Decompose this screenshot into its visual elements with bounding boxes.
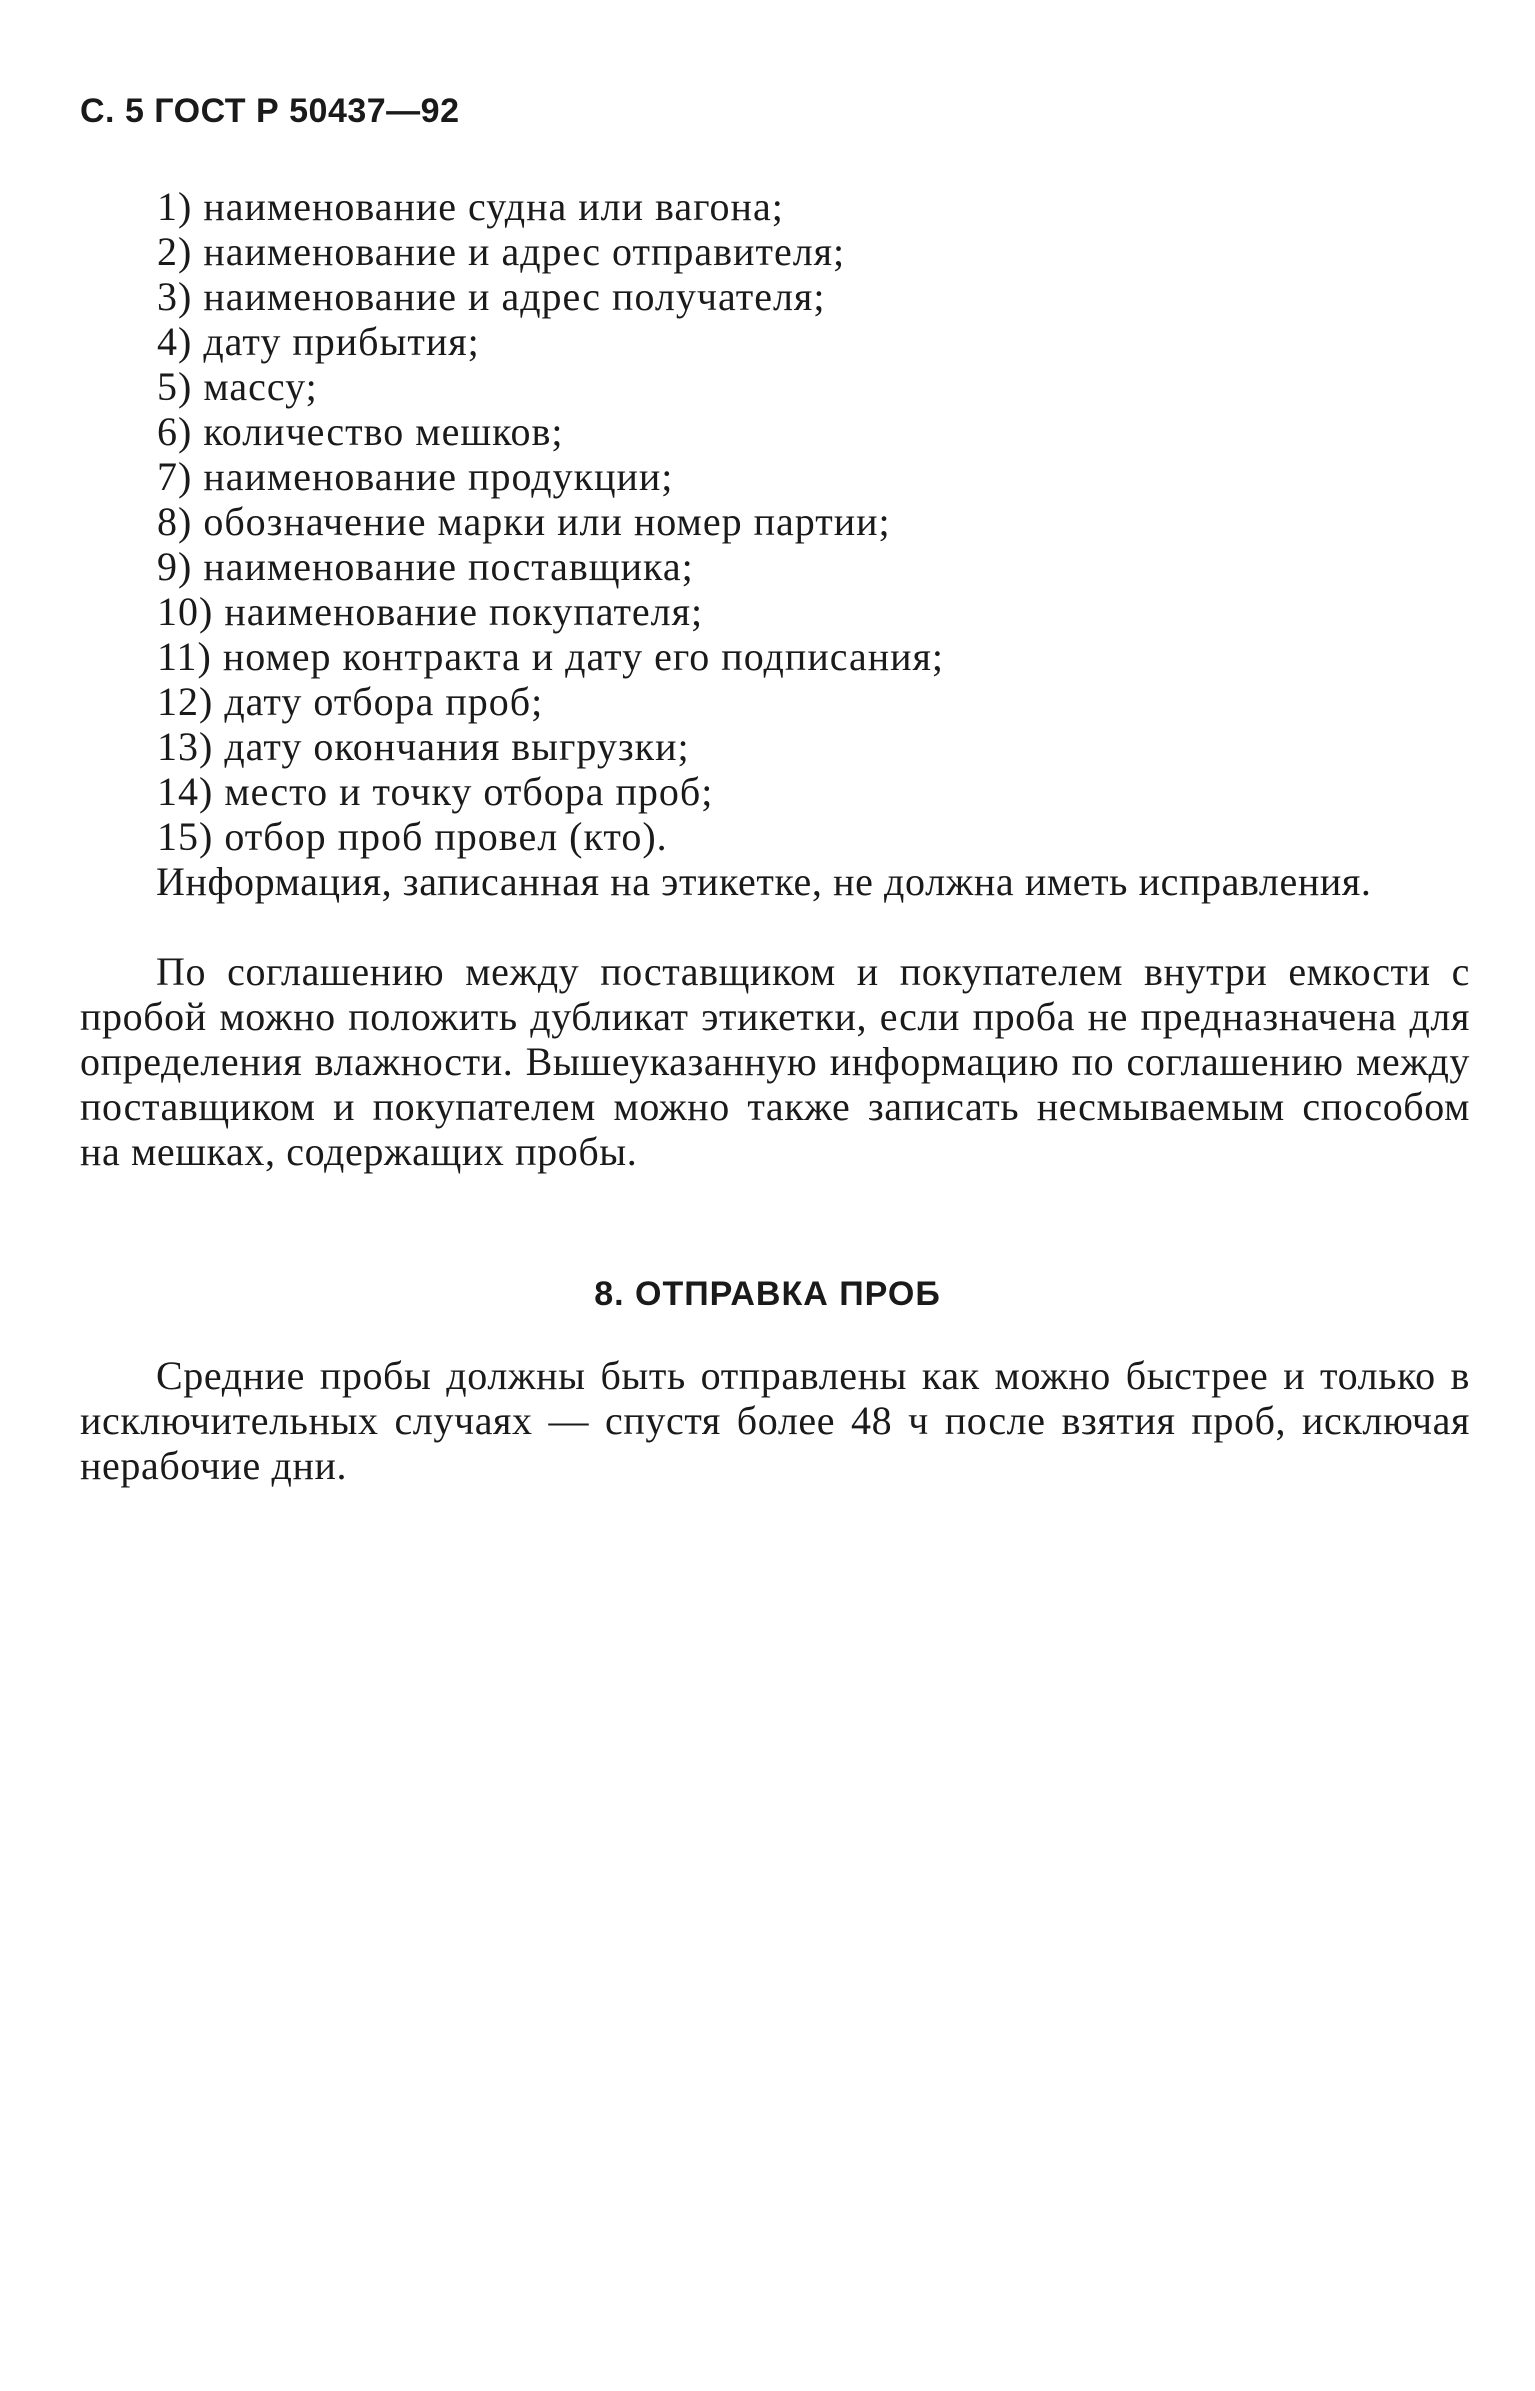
list-item: 13) дату окончания выгрузки; — [157, 724, 690, 769]
section-title: 8. ОТПРАВКА ПРОБ — [594, 1275, 941, 1313]
list-item: 5) массу; — [157, 364, 318, 409]
list-item: 10) наименование покупателя; — [157, 589, 704, 634]
list-item: 8) обозначение марки или номер партии; — [157, 499, 891, 544]
paragraph-label-duplicate: По соглашению между поставщиком и покупателем внутри емкости с пробой можно положить дубликат этикетки, если проба не предназначена для определения влажности. Вышеуказанную информацию по соглашению между поставщиком и покупателем можно также записать несмываемым способом на мешках, содержащих пробы. — [80, 949, 1470, 1174]
list-item: 11) номер контракта и дату его подписания; — [157, 634, 945, 679]
list-item: 1) наименование судна или вагона; — [157, 184, 784, 229]
list-item: 2) наименование и адрес отправителя; — [157, 229, 846, 274]
page-header: С. 5 ГОСТ Р 50437—92 — [80, 92, 460, 130]
paragraph-label-corrections: Информация, записанная на этикетке, не должна иметь исправления. — [156, 859, 1372, 904]
list-item: 3) наименование и адрес получателя; — [157, 274, 826, 319]
list-item: 4) дату прибытия; — [157, 319, 480, 364]
list-item: 6) количество мешков; — [157, 409, 564, 454]
list-item: 7) наименование продукции; — [157, 454, 674, 499]
list-item: 12) дату отбора проб; — [157, 679, 544, 724]
paragraph-sample-shipping: Средние пробы должны быть отправлены как можно быстрее и только в исключительных случаях — спустя более 48 ч после взятия проб, исключая нерабочие дни. — [80, 1353, 1470, 1488]
list-item: 15) отбор проб провел (кто). — [157, 814, 668, 859]
list-item: 14) место и точку отбора проб; — [157, 769, 714, 814]
list-item: 9) наименование поставщика; — [157, 544, 694, 589]
label-info-list — [157, 184, 944, 859]
